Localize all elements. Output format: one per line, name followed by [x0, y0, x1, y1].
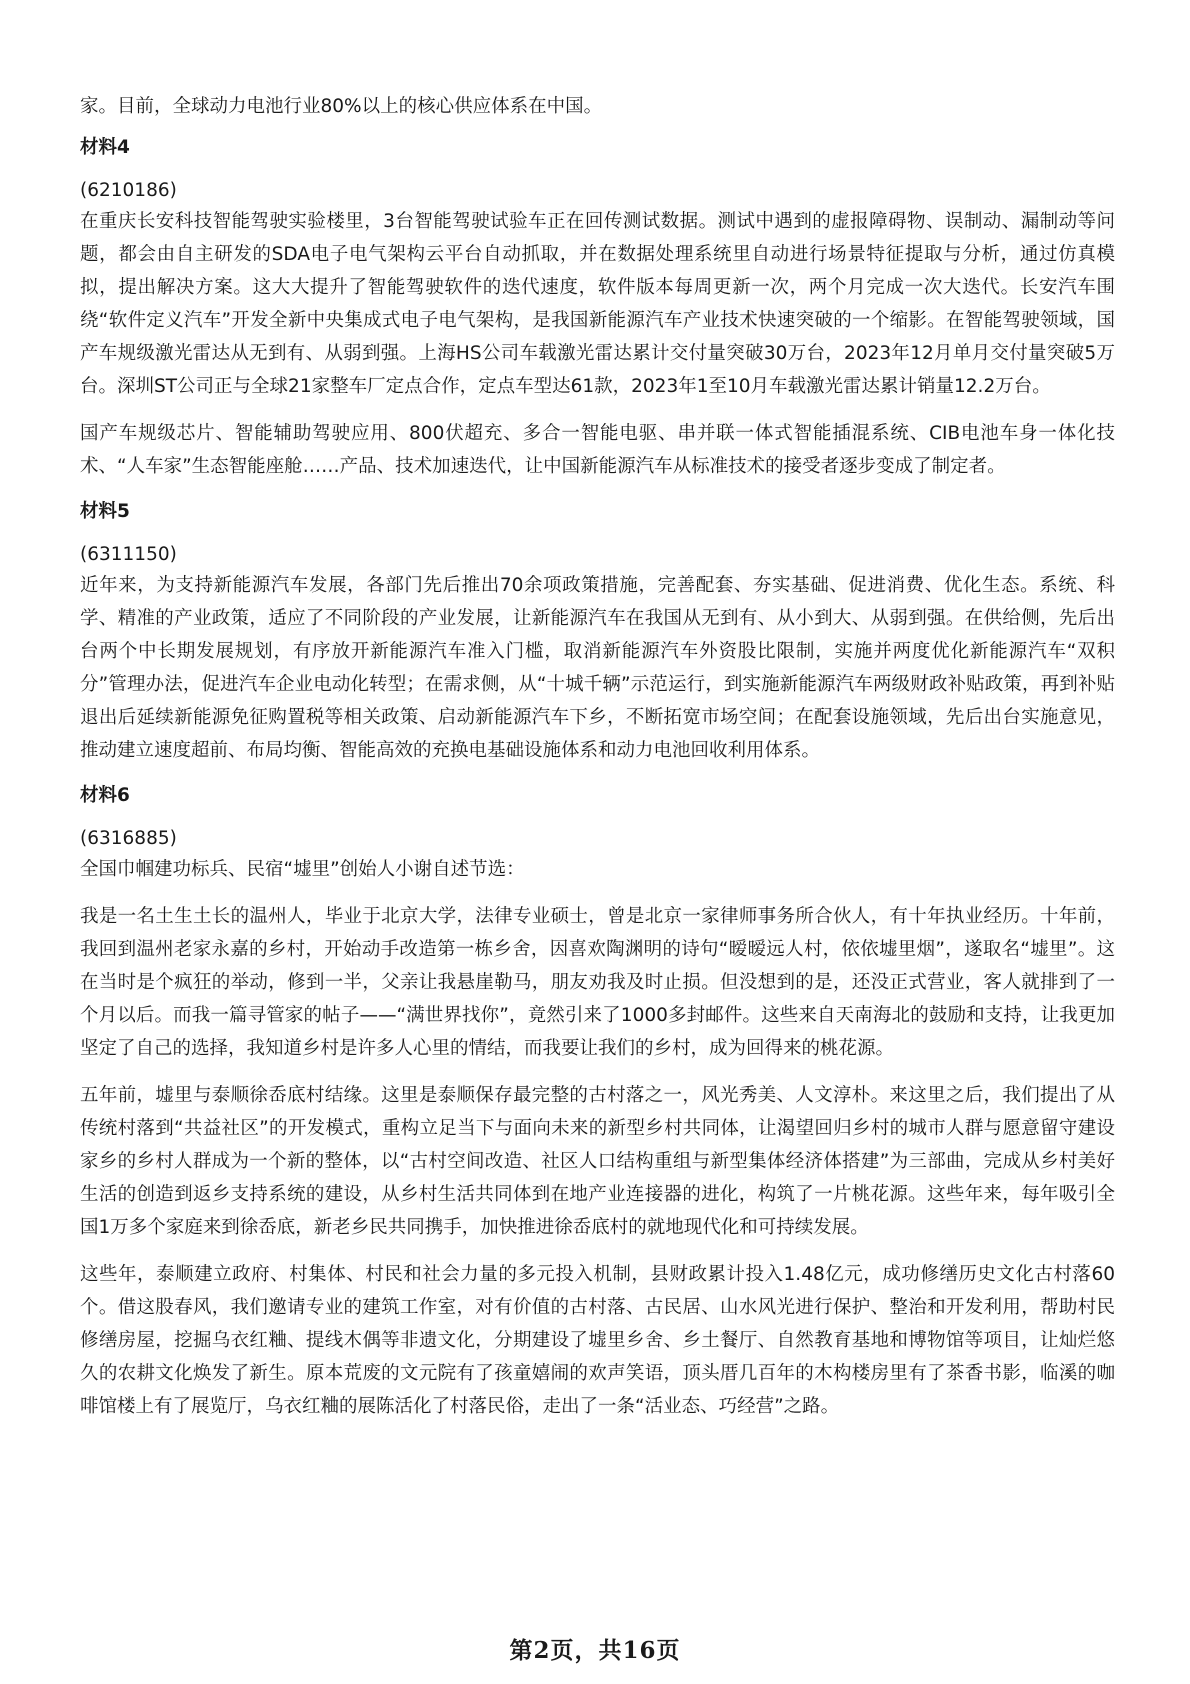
paragraph: 我是一名土生土长的温州人，毕业于北京大学，法律专业硕士，曾是北京一家律师事务所合伙人，有十年执业经历。十年前，我回到温州老家永嘉的乡村，开始动手改造第一栋乡舍，因喜欢陶渊明的诗句“暧暧远人村，依依墟里烟”，遂取名“墟里”。这在当时是个疯狂的举动，修到一半，父亲让我悬崖勒马，朋友劝我及时止损。但没想到的是，还没正式营业，客人就排到了一个月以后。而我一篇寻管家的帖子——“满世界找你”，竟然引来了1000多封邮件。这些来自天南海北的鼓励和支持，让我更加坚定了自己的选择，我知道乡村是许多人心里的情结，而我要让我们的乡村，成为回得来的桃花源。	[80, 906, 1115, 1059]
paragraph: 国产车规级芯片、智能辅助驾驶应用、800伏超充、多合一智能电驱、串并联一体式智能插混系统、CIB电池车身一体化技术、“人车家”生态智能座舱……产品、技术加速迭代，让中国新能源汽车从标准技术的接受者逐步变成了制定者。	[80, 423, 1115, 477]
section-material-4	[80, 133, 1115, 483]
section-heading: 材料5	[80, 501, 130, 522]
section-material-6	[80, 781, 1115, 1423]
paragraph: 在重庆长安科技智能驾驶实验楼里，3台智能驾驶试验车正在回传测试数据。测试中遇到的虚报障碍物、误制动、漏制动等问题，都会由自主研发的SDA电子电气架构云平台自动抓取，并在数据处理系统里自动进行场景特征提取与分析，通过仿真模拟，提出解决方案。这大大提升了智能驾驶软件的迭代速度，软件版本每周更新一次，两个月完成一次大迭代。长安汽车围绕“软件定义汽车”开发全新中央集成式电子电气架构，是我国新能源汽车产业技术快速突破的一个缩影。在智能驾驶领域，国产车规级激光雷达从无到有、从弱到强。上海HS公司车载激光雷达累计交付量突破30万台，2023年12月单月交付量突破5万台。深圳ST公司正与全球21家整车厂定点合作，定点车型达61款，2023年1至10月车载激光雷达累计销量12.2万台。	[80, 211, 1115, 397]
paragraph: 近年来，为支持新能源汽车发展，各部门先后推出70余项政策措施，完善配套、夯实基础、促进消费、优化生态。系统、科学、精准的产业政策，适应了不同阶段的产业发展，让新能源汽车在我国从无到有、从小到大、从弱到强。在供给侧，先后出台两个中长期发展规划，有序放开新能源汽车准入门槛，取消新能源汽车外资股比限制，实施并两度优化新能源汽车“双积分”管理办法，促进汽车企业电动化转型；在需求侧，从“十城千辆”示范运行，到实施新能源汽车两级财政补贴政策，再到补贴退出后延续新能源免征购置税等相关政策、启动新能源汽车下乡，不断拓宽市场空间；在配套设施领域，先后出台实施意见，推动建立速度超前、布局均衡、智能高效的充换电基础设施体系和动力电池回收利用体系。	[80, 575, 1115, 761]
paragraph: 五年前，墟里与泰顺徐岙底村结缘。这里是泰顺保存最完整的古村落之一，风光秀美、人文淳朴。来这里之后，我们提出了从传统村落到“共益社区”的开发模式，重构立足当下与面向未来的新型乡村共同体，让渴望回归乡村的城市人群与愿意留守建设家乡的乡村人群成为一个新的整体，以“古村空间改造、社区人口结构重组与新型集体经济体搭建”为三部曲，完成从乡村美好生活的创造到返乡支持系统的建设，从乡村生活共同体到在地产业连接器的进化，构筑了一片桃花源。这些年来，每年吸引全国1万多个家庭来到徐岙底，新老乡民共同携手，加快推进徐岙底村的就地现代化和可持续发展。	[80, 1085, 1115, 1238]
section-heading: 材料6	[80, 785, 130, 806]
intro-text: 家。目前，全球动力电池行业80%以上的核心供应体系在中国。	[80, 96, 603, 117]
section-material-5	[80, 497, 1115, 767]
material-code: (6210186)	[80, 180, 177, 201]
document-page	[80, 90, 1115, 1437]
section-heading: 材料4	[80, 137, 130, 158]
material-code: (6311150)	[80, 544, 177, 565]
page-number-footer: 第2页，共16页	[509, 1637, 681, 1664]
paragraph: 全国巾帼建功标兵、民宿“墟里”创始人小谢自述节选：	[80, 859, 525, 880]
material-code: (6316885)	[80, 828, 177, 849]
paragraph: 这些年，泰顺建立政府、村集体、村民和社会力量的多元投入机制，县财政累计投入1.48亿元，成功修缮历史文化古村落60个。借这股春风，我们邀请专业的建筑工作室，对有价值的古村落、古民居、山水风光进行保护、整治和开发利用，帮助村民修缮房屋，挖掘乌衣红粬、提线木偶等非遗文化，分期建设了墟里乡舍、乡土餐厅、自然教育基地和博物馆等项目，让灿烂悠久的农耕文化焕发了新生。原本荒废的文元院有了孩童嬉闹的欢声笑语，顶头厝几百年的木构楼房里有了茶香书影，临溪的咖啡馆楼上有了展览厅，乌衣红粬的展陈活化了村落民俗，走出了一条“活业态、巧经营”之路。	[80, 1264, 1115, 1417]
